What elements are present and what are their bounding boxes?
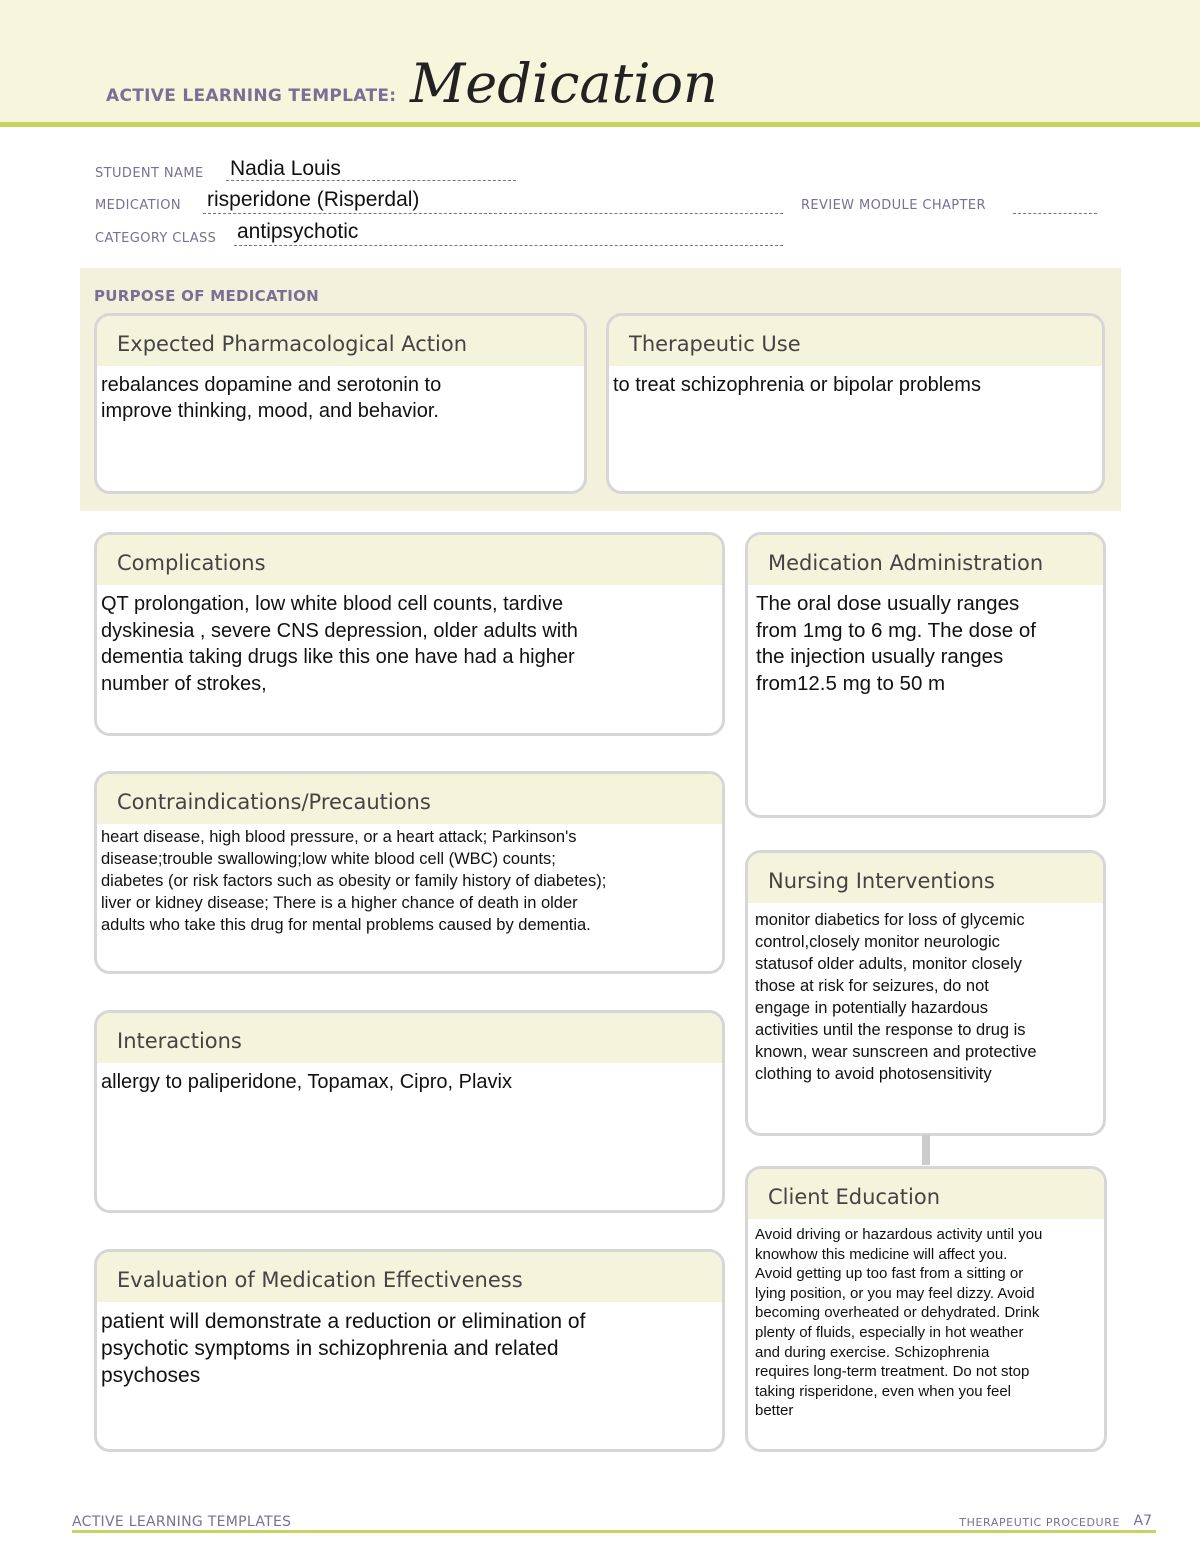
category-class-field[interactable]: antipsychotic [237,220,359,243]
page-number: A7 [1133,1513,1152,1529]
medication-line [203,213,783,214]
evaluation-box [94,1249,725,1452]
nursing-interventions-text[interactable]: monitor diabetics for loss of glycemic control,closely monitor neurologic statusof older adults, monitor closely those at risk for seizures, do not engage in potentially hazardous activities until the response to drug is known, wear sunscreen and protective clothing to avoid photosensitivity [755,911,1037,1083]
complications-box [94,532,725,736]
student-name-label: STUDENT NAME [95,166,204,181]
evaluation-title: Evaluation of Medication Effectiveness [97,1252,722,1302]
administration-title: Medication Administration [748,535,1103,585]
review-module-field[interactable] [1013,213,1097,214]
footer-rule [72,1530,1156,1533]
footer-title: ACTIVE LEARNING TEMPLATES [72,1514,292,1530]
client-education-text[interactable]: Avoid driving or hazardous activity until you knowhow this medicine will affect you. Avoid getting up too fast from a sitting or lying position, or you may feel dizzy. Avoid becoming overheated or dehydrated. Drink plenty of fluids, especially in hot weather and during exercise. Schizophrenia requires long-term treatment. Do not stop taking risperidone, even when you feel better [755,1226,1043,1420]
page-title: Medication [410,52,718,115]
contraindications-text[interactable]: heart disease, high blood pressure, or a heart attack; Parkinson's disease;trouble swallowing;low white blood cell (WBC) counts; diabetes (or risk factors such as obesity or family history of diabetes); liver or kidney disease; There is a higher chance of death in older adults who take this drug for mental problems caused by dementia. [101,828,607,934]
nursing-interventions-box [745,850,1106,1136]
evaluation-text[interactable]: patient will demonstrate a reduction or elimination of psychotic symptoms in schizophrenia and related psychoses [101,1310,586,1387]
footer-section: THERAPEUTIC PROCEDURE [959,1516,1120,1529]
interactions-title: Interactions [97,1013,722,1063]
nursing-interventions-title: Nursing Interventions [748,853,1103,903]
student-name-field[interactable]: Nadia Louis [230,157,341,180]
expected-action-text[interactable]: rebalances dopamine and serotonin to improve thinking, mood, and behavior. [101,374,442,422]
administration-box [745,532,1106,818]
expected-action-title: Expected Pharmacological Action [97,316,584,366]
therapeutic-use-text[interactable]: to treat schizophrenia or bipolar problems [613,374,981,396]
category-class-line [234,245,783,246]
contraindications-title: Contraindications/Precautions [97,774,722,824]
complications-title: Complications [97,535,722,585]
client-education-box [745,1166,1107,1452]
category-class-label: CATEGORY CLASS [95,231,217,246]
template-label: ACTIVE LEARNING TEMPLATE: [106,86,397,106]
therapeutic-use-box [606,313,1105,494]
administration-text[interactable]: The oral dose usually ranges from 1mg to 6 mg. The dose of the injection usually ranges from12.5 mg to 50 m [756,592,1036,695]
medication-label: MEDICATION [95,198,181,213]
therapeutic-use-title: Therapeutic Use [609,316,1102,366]
header-rule [0,122,1200,127]
medication-field[interactable]: risperidone (Risperdal) [207,188,420,211]
expected-action-box [94,313,587,494]
purpose-label: PURPOSE OF MEDICATION [94,287,320,305]
client-education-title: Client Education [748,1169,1104,1219]
interactions-text[interactable]: allergy to paliperidone, Topamax, Cipro, Plavix [101,1071,512,1093]
box-connector [922,1135,930,1165]
contraindications-box [94,771,725,974]
interactions-box [94,1010,725,1213]
complications-text[interactable]: QT prolongation, low white blood cell counts, tardive dyskinesia , severe CNS depression, older adults with dementia taking drugs like this one have had a higher number of strokes, [101,593,578,695]
review-module-label: REVIEW MODULE CHAPTER [801,198,986,213]
